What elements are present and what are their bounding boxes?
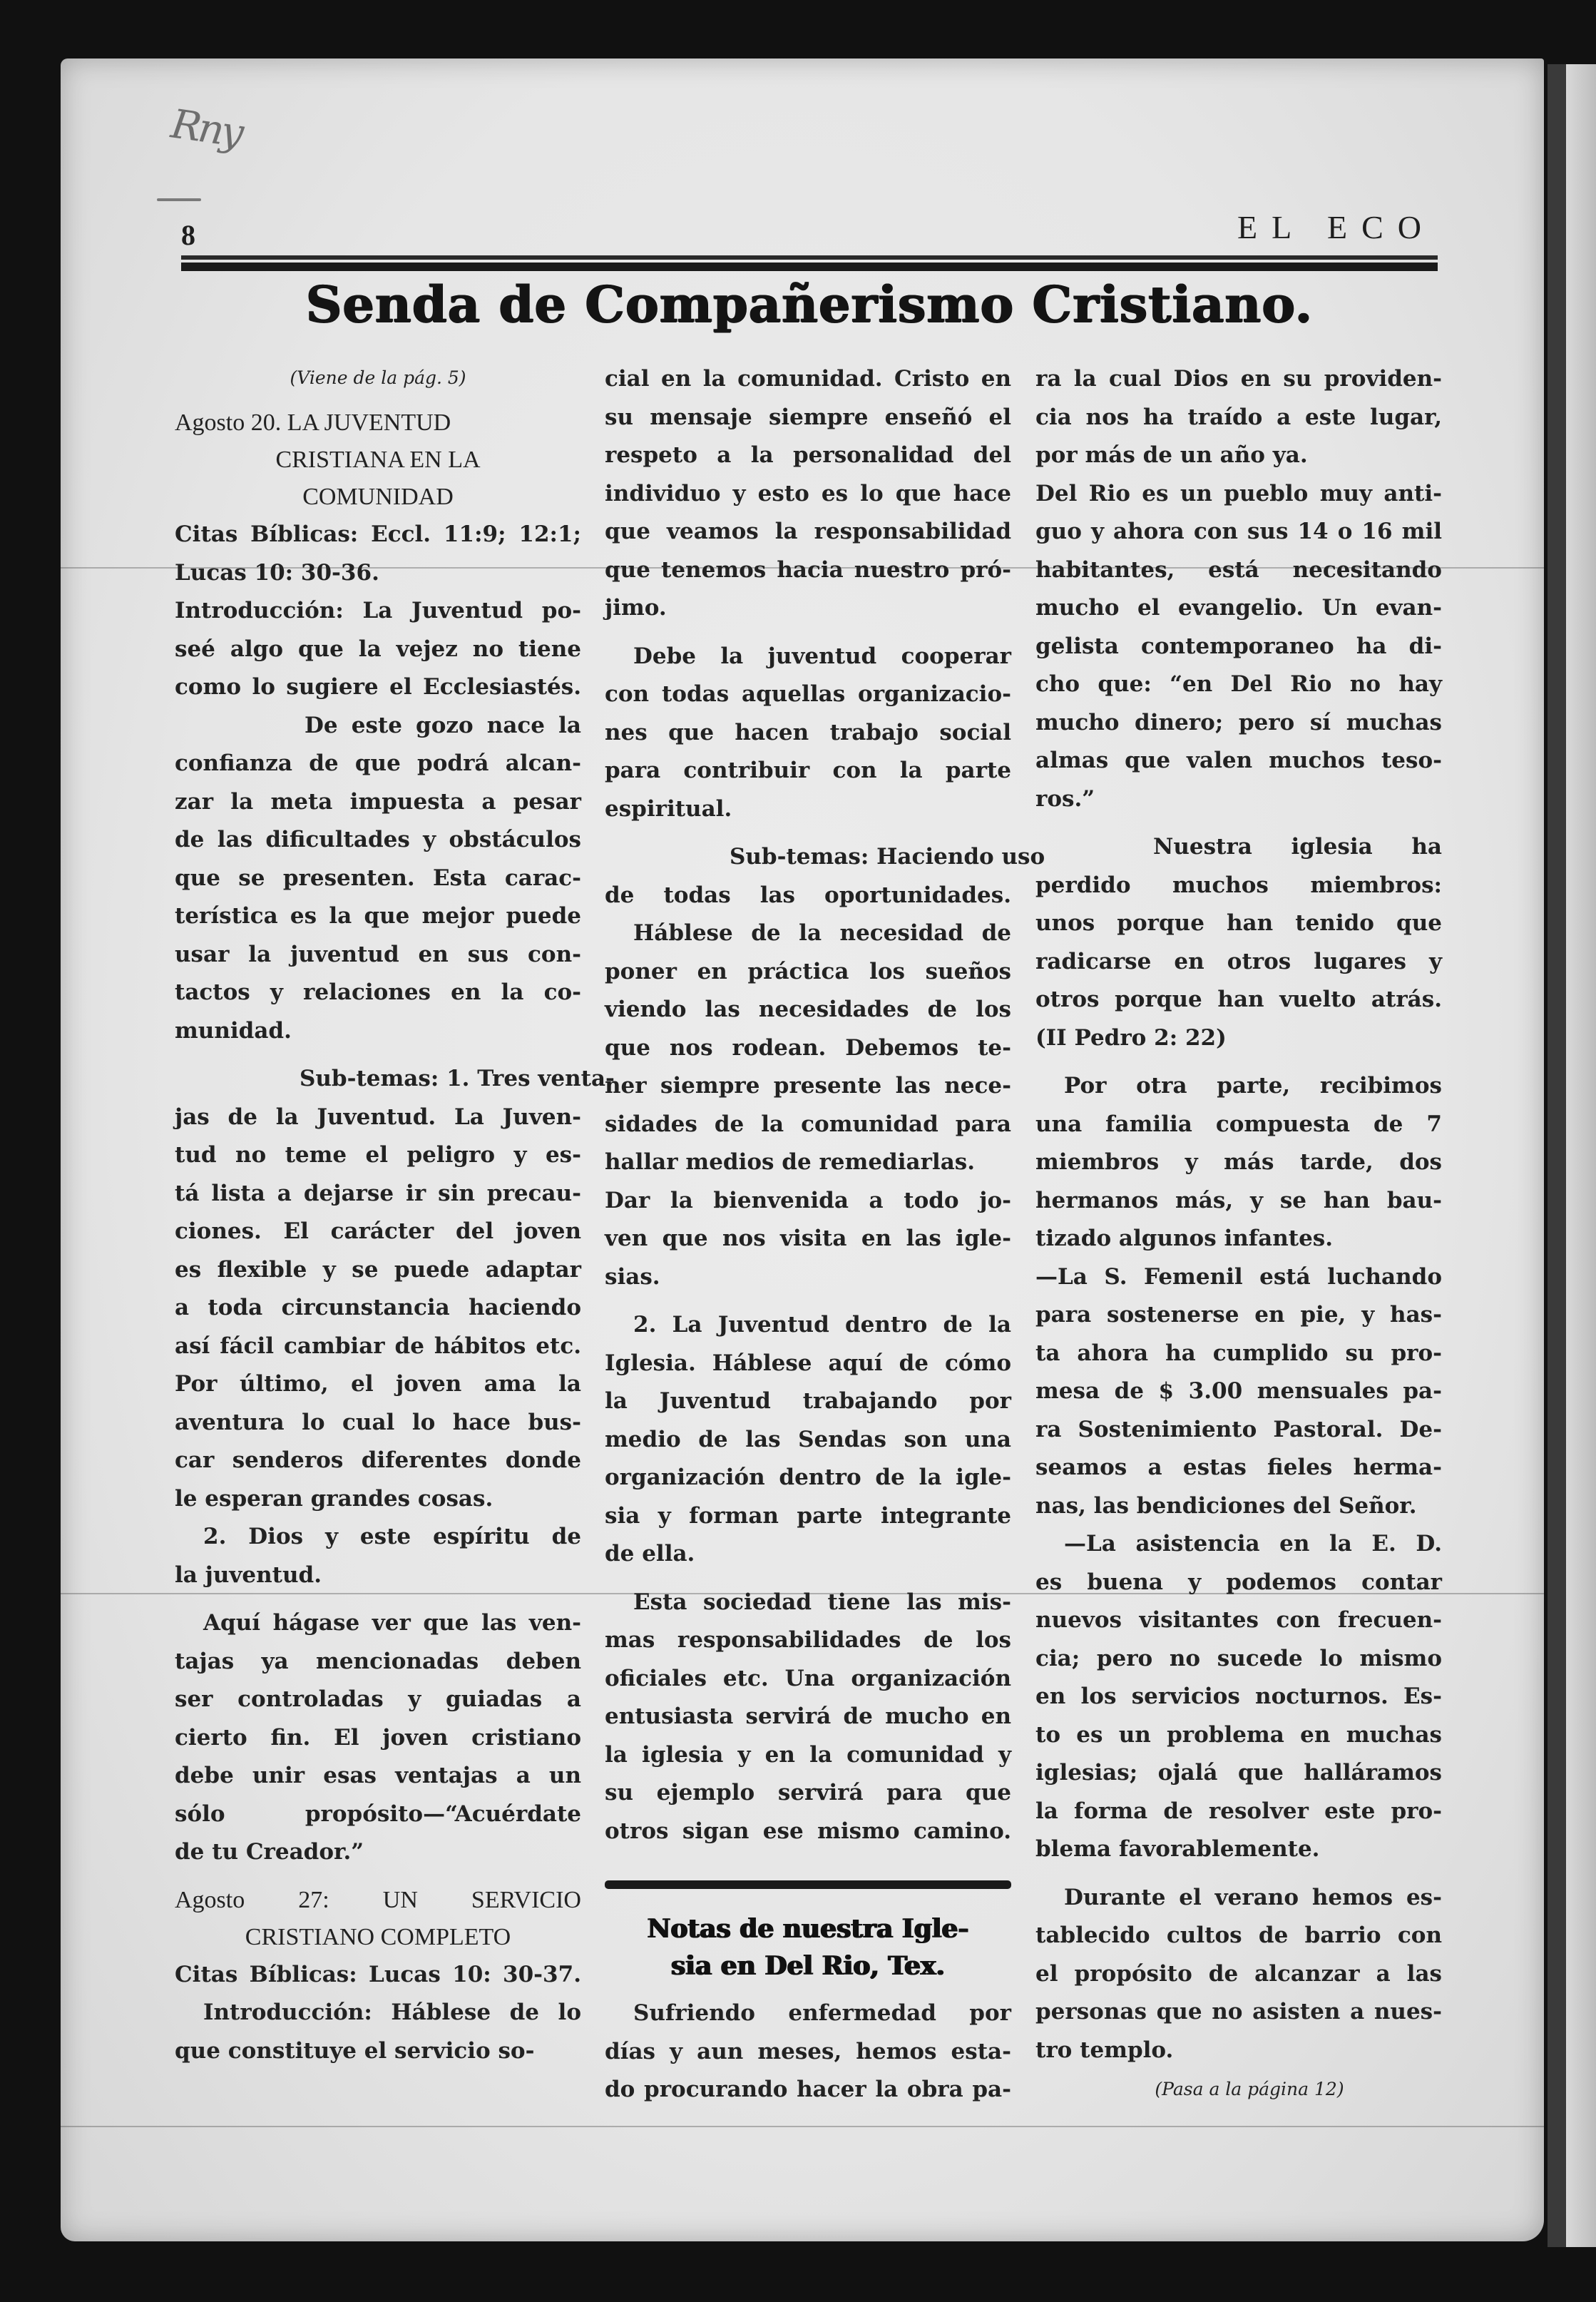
text-line: la juventud. xyxy=(175,1562,322,1588)
text-line: que nos rodean. Debemos te- xyxy=(605,1034,1011,1061)
text-line: nas, las bendiciones del Señor. xyxy=(1035,1492,1417,1519)
column-2 xyxy=(605,360,1045,2109)
text-line: hermanos más, y se han bau- xyxy=(1035,1187,1442,1213)
text-line: De este gozo nace la xyxy=(305,712,581,738)
paragraph xyxy=(1035,1258,1442,1526)
page-binding-edge xyxy=(1548,64,1566,2247)
paragraph xyxy=(605,915,1011,1182)
paragraph xyxy=(1035,475,1442,819)
section-divider-rule xyxy=(605,1880,1011,1889)
text-line: que tenemos hacia nuestro pró- xyxy=(605,556,1011,583)
text-line: ner siempre presente las nece- xyxy=(605,1073,1011,1099)
text-line: car senderos diferentes donde xyxy=(175,1447,581,1473)
text-line: de tu Creador.” xyxy=(175,1839,364,1865)
text-line: Debe la juventud cooperar xyxy=(633,643,1011,669)
text-line: cia; pero no sucede lo mismo xyxy=(1035,1645,1442,1671)
text-line: oficiales etc. Una organización xyxy=(605,1665,1011,1691)
text-line: Por último, el joven ama la xyxy=(175,1371,581,1397)
text-line: Dar la bienvenida a todo jo- xyxy=(605,1187,1011,1213)
handwritten-mark: Rny xyxy=(168,101,244,157)
text-line: Lucas 10: 30-36. xyxy=(175,559,379,586)
column-1 xyxy=(175,360,615,2070)
text-line: mesa de $ 3.00 mensuales pa- xyxy=(1035,1378,1442,1404)
text-line: Del Rio es un pueblo muy anti- xyxy=(1035,480,1442,506)
scan-artifact-line xyxy=(61,2126,1544,2127)
text-line: Citas Bíblicas: Lucas 10: 30-37. xyxy=(175,1961,581,1987)
text-line: ra Sostenimiento Pastoral. De- xyxy=(1035,1416,1442,1442)
text-line: otros porque han vuelto atrás. xyxy=(1035,987,1442,1012)
aqui-paragraph xyxy=(175,1604,581,1872)
text-line: con todas aquellas organizacio- xyxy=(605,681,1011,707)
text-line: blema favorablemente. xyxy=(1035,1836,1320,1862)
text-line: Sub-temas: 1. Tres venta- xyxy=(300,1066,615,1091)
text-line: cia nos ha traído a este lugar, xyxy=(1035,404,1442,430)
text-line: Háblese de la necesidad de xyxy=(633,920,1011,946)
text-line: aventura lo cual lo hace bus- xyxy=(175,1409,581,1435)
lesson-2-body xyxy=(175,1956,581,2071)
text-line: Iglesia. Háblese aquí de cómo xyxy=(605,1350,1011,1376)
text-line: por más de un año ya. xyxy=(1035,442,1308,468)
text-line: el propósito de alcanzar a las xyxy=(1035,1960,1442,1987)
text-line: 2. Dios y este espíritu de xyxy=(203,1524,581,1549)
text-line: jas de la Juventud. La Juven- xyxy=(175,1104,581,1130)
text-line: viendo las necesidades de los xyxy=(605,997,1011,1022)
text-line: que veamos la responsabilidad xyxy=(605,519,1011,544)
text-line: para contribuir con la parte xyxy=(605,758,1011,783)
text-line: entusiasta servirá de mucho en xyxy=(605,1703,1011,1729)
text-line: Nuestra iglesia ha xyxy=(1153,834,1442,860)
paragraph xyxy=(1035,828,1442,1057)
text-line: unos porque han tenido que xyxy=(1035,910,1442,936)
text-line: le esperan grandes cosas. xyxy=(175,1485,493,1512)
text-line: cho que: “en Del Rio no hay xyxy=(1035,671,1442,697)
text-line: es flexible y se puede adaptar xyxy=(175,1256,581,1283)
text-line: sias. xyxy=(605,1263,660,1290)
text-line: a toda circunstancia haciendo xyxy=(175,1295,581,1320)
text-line: personas que no asisten a nues- xyxy=(1035,1999,1442,2025)
text-line: Esta sociedad tiene las mis- xyxy=(633,1589,1011,1615)
text-line: la forma de resolver este pro- xyxy=(1035,1798,1442,1824)
text-line: munidad. xyxy=(175,1017,292,1044)
text-line: Durante el verano hemos es- xyxy=(1064,1884,1442,1910)
text-line: tro templo. xyxy=(1035,2037,1174,2063)
text-line: individuo y esto es lo que hace xyxy=(605,480,1011,506)
point-2-paragraph xyxy=(175,1518,581,1594)
text-line: la iglesia y en la comunidad y xyxy=(605,1741,1011,1768)
text-line: guo y ahora con sus 14 o 16 mil xyxy=(1035,519,1442,544)
text-line: sólo propósito—“Acuérdate xyxy=(175,1801,581,1827)
text-line: debe unir esas ventajas a un xyxy=(175,1763,581,1788)
paragraph xyxy=(605,1584,1011,1851)
text-line: gelista contemporaneo ha di- xyxy=(1035,633,1442,659)
text-line: medio de las Sendas son una xyxy=(605,1426,1011,1452)
paragraph xyxy=(605,838,1045,915)
subtemas-paragraph xyxy=(175,1060,615,1518)
text-line: su mensaje siempre enseñó el xyxy=(605,404,1011,430)
text-line: ser controladas y guiadas a xyxy=(175,1686,581,1712)
text-line: de todas las oportunidades. xyxy=(605,882,1011,908)
text-line: otros sigan ese mismo camino. xyxy=(605,1818,1011,1844)
text-line: hallar medios de remediarlas. xyxy=(605,1149,976,1175)
text-line: tizado algunos infantes. xyxy=(1035,1226,1334,1251)
section-heading: sia en Del Rio, Tex. xyxy=(671,1951,945,1981)
text-line: Por otra parte, recibimos xyxy=(1064,1073,1442,1099)
text-line: sia y forman parte integrante xyxy=(605,1502,1011,1529)
lesson-heading: Agosto 27: UN SERVICIO xyxy=(175,1886,581,1913)
text-line: ciones. El carácter del joven xyxy=(175,1218,581,1244)
text-line: tá lista a dejarse ir sin precau- xyxy=(175,1180,581,1206)
text-line: terística es la que mejor puede xyxy=(175,903,581,929)
text-line: sidades de la comunidad para xyxy=(605,1111,1011,1137)
text-line: que constituye el servicio so- xyxy=(175,2037,535,2064)
adjacent-page-edge xyxy=(1566,64,1596,2247)
text-line: perdido muchos miembros: xyxy=(1035,872,1442,898)
text-line: almas que valen muchos teso- xyxy=(1035,748,1442,773)
continued-to-note: (Pasa a la página 12) xyxy=(1155,2079,1344,2099)
paragraph xyxy=(605,1306,1011,1574)
text-line: como lo sugiere el Ecclesiastés. xyxy=(175,674,581,700)
text-line: jimo. xyxy=(605,595,667,621)
text-line: que se presenten. Esta carac- xyxy=(175,865,581,891)
text-line: cial en la comunidad. Cristo en xyxy=(605,366,1011,392)
lesson-1-body xyxy=(175,516,581,1050)
paragraph xyxy=(1035,1525,1442,1869)
text-line: ra la cual Dios en su providen- xyxy=(1035,366,1442,392)
text-line: mas responsabilidades de los xyxy=(605,1627,1011,1653)
text-line: do procurando hacer la obra pa- xyxy=(605,2077,1011,2102)
text-line: Sub-temas: Haciendo uso xyxy=(730,844,1045,870)
text-line: iglesias; ojalá que halláramos xyxy=(1035,1760,1442,1786)
text-line: espiritual. xyxy=(605,795,732,822)
section-heading: Notas de nuestra Igle- xyxy=(647,1914,969,1944)
continued-from-note: (Viene de la pág. 5) xyxy=(290,367,466,388)
header-rule-thin xyxy=(181,255,1438,260)
text-line: para sostenerse en pie, y has- xyxy=(1035,1302,1442,1328)
text-line: zar la meta impuesta a pesar xyxy=(175,788,581,815)
page-number: 8 xyxy=(181,219,195,251)
text-line: —La asistencia en la E. D. xyxy=(1064,1531,1442,1557)
publication-name: EL ECO xyxy=(1237,209,1436,245)
text-line: poner en práctica los sueños xyxy=(605,958,1011,984)
column-3 xyxy=(1035,360,1442,2108)
text-line: respeto a la personalidad del xyxy=(605,442,1011,468)
paragraph xyxy=(605,638,1011,829)
text-line: to es un problema en muchas xyxy=(1035,1721,1442,1748)
lesson-heading: Agosto 20. LA JUVENTUD xyxy=(175,409,451,436)
text-line: nuevos visitantes con frecuen- xyxy=(1035,1607,1442,1633)
text-line: organización dentro de la igle- xyxy=(605,1465,1011,1490)
text-line: radicarse en otros lugares y xyxy=(1035,948,1442,974)
lesson-heading: COMUNIDAD xyxy=(302,484,454,510)
text-line: tactos y relaciones en la co- xyxy=(175,979,581,1005)
text-line: 2. La Juventud dentro de la xyxy=(633,1312,1011,1338)
paragraph xyxy=(1035,1879,1442,2070)
header-rule-thick xyxy=(181,263,1438,271)
text-line: una familia compuesta de 7 xyxy=(1035,1111,1442,1137)
paragraph xyxy=(1035,1067,1442,1258)
text-line: Introducción: Háblese de lo xyxy=(203,2000,581,2025)
text-line: de las dificultades y obstáculos xyxy=(175,827,581,852)
text-line: confianza de que podrá alcan- xyxy=(175,750,581,776)
article-title: Senda de Compañerismo Cristiano. xyxy=(305,275,1314,334)
text-line: habitantes, está necesitando xyxy=(1035,556,1442,583)
text-line: mucho el evangelio. Un evan- xyxy=(1035,595,1442,621)
text-line: ros.” xyxy=(1035,785,1095,812)
text-line: —La S. Femenil está luchando xyxy=(1035,1263,1442,1290)
text-line: seé algo que la vejez no tiene xyxy=(175,636,581,662)
text-line: nes que hacen trabajo social xyxy=(605,719,1011,745)
text-line: ta ahora ha cumplido su pro- xyxy=(1035,1340,1442,1366)
text-line: Citas Bíblicas: Eccl. 11:9; 12:1; xyxy=(175,521,581,547)
text-line: tud no teme el peligro y es- xyxy=(175,1142,581,1168)
text-line: así fácil cambiar de hábitos etc. xyxy=(175,1333,581,1359)
text-line: mucho dinero; pero sí muchas xyxy=(1035,709,1442,735)
text-line: Introducción: La Juventud po- xyxy=(175,598,581,623)
paragraph xyxy=(605,1995,1011,2109)
text-line: seamos a estas fieles herma- xyxy=(1035,1455,1442,1480)
text-line: es buena y podemos contar xyxy=(1035,1569,1442,1595)
paragraph xyxy=(605,1182,1011,1297)
text-line: en los servicios nocturnos. Es- xyxy=(1035,1684,1442,1709)
lesson-heading: CRISTIANO COMPLETO xyxy=(245,1923,511,1950)
handwritten-dash xyxy=(157,198,201,201)
text-line: la Juventud trabajando por xyxy=(605,1388,1011,1414)
text-line: de ella. xyxy=(605,1541,695,1567)
text-line: tablecido cultos de barrio con xyxy=(1035,1922,1442,1948)
text-line: miembros y más tarde, dos xyxy=(1035,1149,1442,1175)
text-line: días y aun meses, hemos esta- xyxy=(605,2038,1011,2064)
text-line: su ejemplo servirá para que xyxy=(605,1780,1011,1806)
text-line: cierto fin. El joven cristiano xyxy=(175,1724,581,1751)
text-line: ven que nos visita en las igle- xyxy=(605,1226,1011,1251)
lesson-heading: CRISTIANA EN LA xyxy=(275,447,481,473)
text-line: (II Pedro 2: 22) xyxy=(1035,1024,1227,1051)
text-line: usar la juventud en sus con- xyxy=(175,941,581,967)
text-line: tajas ya mencionadas deben xyxy=(175,1648,581,1674)
text-line: Sufriendo enfermedad por xyxy=(633,2000,1011,2026)
paragraph xyxy=(605,360,1011,628)
paragraph xyxy=(1035,360,1442,475)
text-line: Aquí hágase ver que las ven- xyxy=(203,1610,581,1636)
